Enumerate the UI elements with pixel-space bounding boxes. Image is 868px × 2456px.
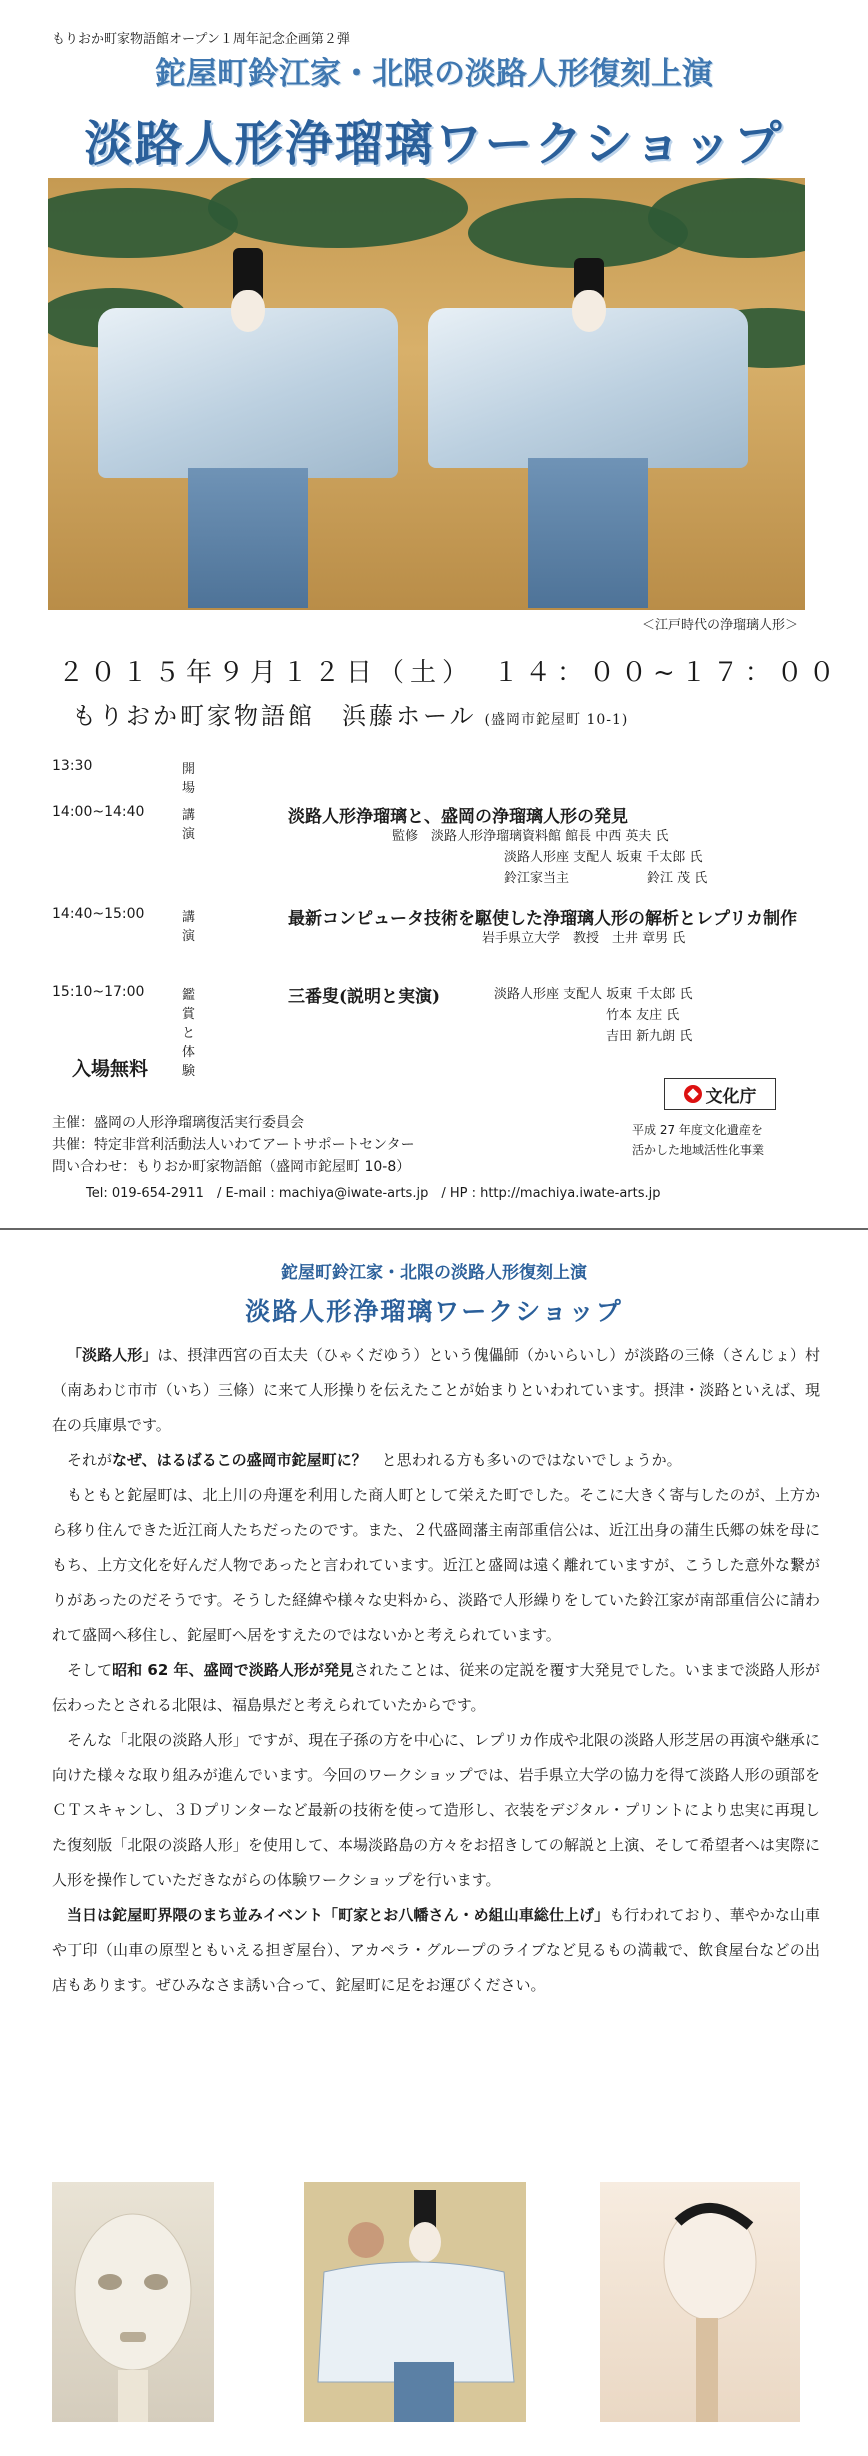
- flyer-back: [0, 1230, 868, 2456]
- venue-address: (盛岡市鉈屋町 10-1): [484, 712, 629, 728]
- paragraph: そして昭和 62 年、盛岡で淡路人形が発見されたことは、従来の定説を覆す大発見でした。いままで淡路人形が伝わったとされる北限は、福島県だと考えられていたからです。: [52, 1661, 820, 1714]
- event-supertitle: もりおか町家物語館オープン１周年記念企画第２弾: [52, 32, 350, 47]
- paragraph: 当日は鉈屋町界隈のまち並みイベント「町家とお八幡さん・め組山車総仕上げ」も行われており、華やかな山車や丁印（山車の原型ともいえる担ぎ屋台）、アカペラ・グループのライブなど見るもの満載で、飲食屋台などの出店もあります。ぜひみなさま誘い合って、鉈屋町に足をお運びください。: [52, 1906, 820, 1994]
- program-people: [392, 826, 707, 889]
- description: [52, 1338, 820, 2003]
- venue-name: もりおか町家物語館 浜藤ホール: [72, 702, 477, 730]
- program-time: 15:10~17:00: [52, 984, 145, 1000]
- program-kind: 鑑賞と体験: [182, 988, 196, 1079]
- event-title: 淡路人形浄瑠璃ワークショップ: [84, 116, 784, 172]
- cosponsor: 共催：特定非営利活動法人いわてアートサポートセンター: [52, 1137, 415, 1153]
- program-people: [494, 984, 693, 1047]
- organizers: [52, 1112, 415, 1178]
- paragraph: そんな「北限の淡路人形」ですが、現在子孫の方を中心に、レプリカ作成や北限の淡路人形芝居の再演や継承に向けた様々な取り組みが進んでいます。今回のワークショップでは、岩手県立大学の協力を得て淡路人形の頭部をＣＴスキャンし、３Ｄプリンターなど最新の技術を使って造形し、衣装をデジタル・プリントにより忠実に再現した復刻版「北限の淡路人形」を使用して、本場淡路島の方々をお招きしての解説と上演、そして希望者へは実際に人形を操作していただきながらの体験ワークショップを行います。: [52, 1731, 820, 1889]
- program-people: [482, 928, 685, 949]
- agency-name: 文化庁: [705, 1086, 757, 1107]
- program-kind: 講演: [182, 910, 196, 944]
- program-title: 淡路人形浄瑠璃と、盛岡の浄瑠璃人形の発見: [288, 807, 628, 827]
- back-subtitle: 鉈屋町鈴江家・北限の淡路人形復刻上演: [281, 1263, 587, 1283]
- agency-logo: [664, 1078, 776, 1110]
- program-note: 平成 27 年度文化遺産を 活かした地域活性化事業: [632, 1123, 765, 1157]
- program-time: 14:00~14:40: [52, 804, 145, 820]
- puppet-head-photo: [52, 2182, 214, 2422]
- presenter: 岩手県立大学 教授 土井 章男 氏: [482, 931, 686, 946]
- event-subtitle: 鉈屋町鈴江家・北限の淡路人形復刻上演: [155, 56, 713, 92]
- puppeteer-photo: [304, 2182, 526, 2422]
- paragraph: もともと鉈屋町は、北上川の舟運を利用した商人町として栄えた町でした。そこに大きく寄与したのが、上方から移り住んできた近江商人たちだったのです。また、２代盛岡藩主南部重信公は、近江出身の蒲生氏郷の妹を母にもち、上方文化を好んだ人物であったと言われています。近江と盛岡は遠く離れていますが、こうした意外な繋がりがあったのだそうです。そうした経緯や様々な史料から、淡路で人形繰りをしていた鈴江家が南部重信公に請われて盛岡へ移住し、鉈屋町へ居をすえたのではないかと考えられています。: [52, 1486, 820, 1644]
- presenter: 淡路人形座 支配人 坂東 千太郎 氏: [504, 850, 703, 865]
- program-title: 最新コンピュータ技術を駆使した浄瑠璃人形の解析とレプリカ制作: [288, 909, 798, 929]
- puppet-photo: [48, 178, 805, 610]
- agency-mark-icon: [684, 1085, 702, 1103]
- program-title: 三番叟(説明と実演): [288, 987, 441, 1007]
- presenter: 鈴江家当主 鈴江 茂 氏: [504, 871, 708, 886]
- paragraph: それがなぜ、はるばるこの盛岡市鉈屋町に？ と思われる方も多いのではないでしょうか。: [67, 1451, 682, 1469]
- presenter: 吉田 新九朗 氏: [606, 1029, 693, 1044]
- paragraph: 「淡路人形」は、摂津西宮の百太夫（ひゃくだゆう）という傀儡師（かいらいし）が淡路の三條（さんじょ）村（南あわじ市市（いち）三條）に来て人形操りを伝えたことが始まりといわれています。摂津・淡路といえば、現在の兵庫県です。: [52, 1346, 820, 1434]
- back-title: 淡路人形浄瑠璃ワークショップ: [245, 1297, 623, 1326]
- presenter: 竹本 友庄 氏: [606, 1008, 680, 1023]
- event-venue: [72, 696, 628, 731]
- program-kind: 開場: [182, 762, 196, 796]
- photo-caption: ＜江戸時代の浄瑠璃人形＞: [641, 618, 798, 633]
- event-datetime: ２０１５年９月１２日（土） １４：００~１７：００: [58, 658, 841, 688]
- free-admission: 入場無料: [72, 1058, 149, 1080]
- inquiry: 問い合わせ：もりおか町家物語館（盛岡市鉈屋町 10-8）: [52, 1159, 411, 1175]
- photo-strip: [0, 2182, 868, 2422]
- program-kind: 講演: [182, 808, 196, 842]
- presenter: 監修 淡路人形浄瑠璃資料館 館長 中西 英夫 氏: [392, 829, 669, 844]
- contact-line: Tel: 019-654-2911 / E-mail : machiya@iwate-arts.jp / HP : http://machiya.iwate-arts.jp: [86, 1186, 661, 1201]
- program-time: 13:30: [52, 758, 93, 774]
- organizer: 主催：盛岡の人形浄瑠璃復活実行委員会: [52, 1115, 304, 1131]
- puppet-head-closeup-photo: [600, 2182, 800, 2422]
- presenter: 淡路人形座 支配人 坂東 千太郎 氏: [494, 987, 693, 1002]
- program-time: 14:40~15:00: [52, 906, 145, 922]
- flyer-front: [0, 0, 868, 1200]
